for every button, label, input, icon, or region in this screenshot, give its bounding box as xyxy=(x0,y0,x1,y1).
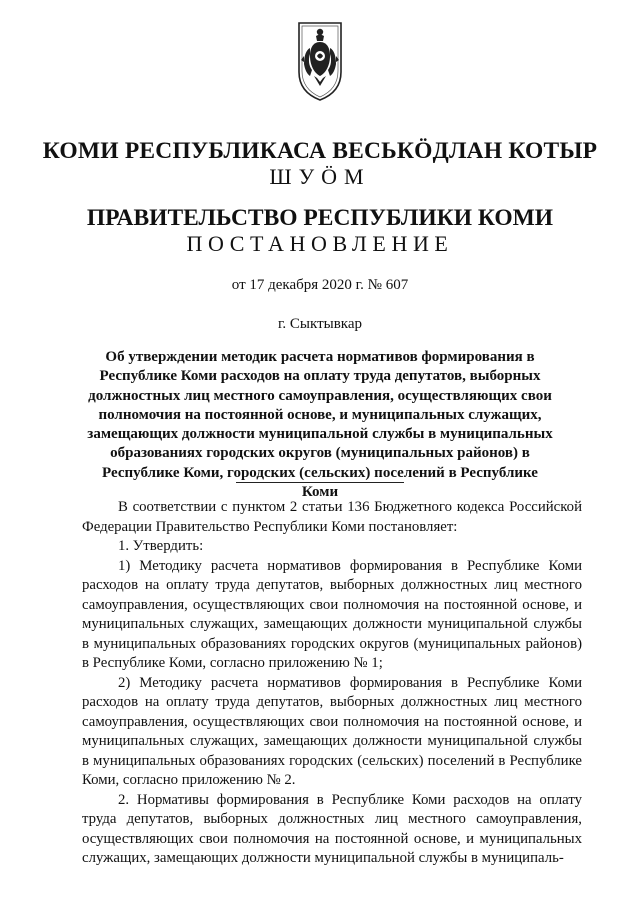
header-komi-line1: КОМИ РЕСПУБЛИКАСА ВЕСЬКӦДЛАН КОТЫР xyxy=(42,138,598,164)
body-paragraph: В соответствии с пунктом 2 статьи 136 Бюджетного кодекса Российской Федерации Правительство Республики Коми постановляет: xyxy=(82,499,582,535)
body-paragraph: 1) Методику расчета нормативов формирования в Республике Коми расходов на оплату труда депутатов, выборных должностных лиц местного самоуправления, осуществляющих свои полномочия на постоянной основе, и муниципальных служащих, замещающих должности муниципальной службы в муниципальных образованиях городских округов (муниципальных районов) в Республике Коми, согласно приложению № 1; xyxy=(82,557,582,671)
coat-of-arms-icon xyxy=(296,20,344,102)
document-body xyxy=(82,498,582,869)
document-city: г. Сыктывкар xyxy=(277,316,363,332)
title-divider xyxy=(236,482,404,483)
body-paragraph: 2) Методику расчета нормативов формирования в Республике Коми расходов на оплату труда депутатов, выборных должностных лиц местного самоуправления, осуществляющих свои полномочия на постоянной основе, и муниципальных служащих, замещающих должности муниципальной службы в муниципальных образованиях городских (сельских) поселений в Республике Коми, согласно приложению № 2. xyxy=(82,674,582,788)
body-paragraph: 2. Нормативы формирования в Республике Коми расходов на оплату труда депутатов, выборных должностных лиц местного самоуправления, осуществляющих свои полномочия на постоянной основе, и муниципальных служащих, замещающих должности муниципальной службы в муниципаль- xyxy=(82,791,582,866)
header-ru-line2: ПОСТАНОВЛЕНИЕ xyxy=(186,231,454,256)
document-title: Об утверждении методик расчета нормативов формирования в Республике Коми расходов на оплату труда депутатов, выборных должностных лиц местного самоуправления, осуществляющих свои полномочия на постоянной основе, и муниципальных служащих, замещающих должности муниципальной службы в муниципальных образованиях городских округов (муниципальных районов) в Республике Коми, городских (сельских) поселений в Республике Коми xyxy=(87,349,553,501)
header-ru-line1: ПРАВИТЕЛЬСТВО РЕСПУБЛИКИ КОМИ xyxy=(86,205,554,231)
header-komi-line2: ШУӦМ xyxy=(269,164,371,189)
document-date: от 17 декабря 2020 г. № 607 xyxy=(231,277,409,293)
body-paragraph: 1. Утвердить: xyxy=(118,538,204,554)
